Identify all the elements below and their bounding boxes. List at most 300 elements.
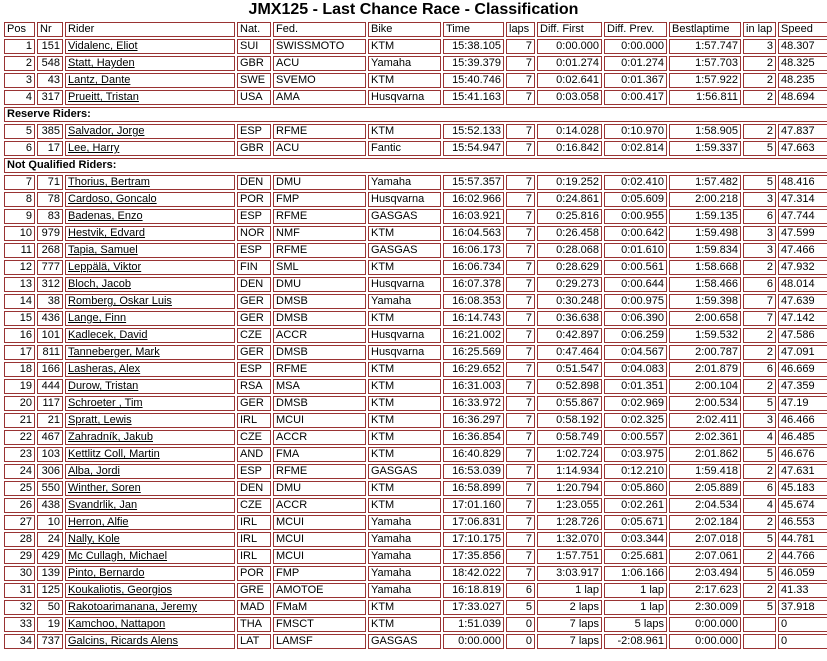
rider-name-link[interactable]: Lantz, Dante — [68, 74, 131, 86]
table-header — [4, 22, 827, 37]
cell-speed: 47.586 — [778, 328, 827, 343]
cell-diff-first: 7 laps — [537, 617, 602, 632]
cell-nr: 125 — [37, 583, 63, 598]
col-header-speed: Speed — [778, 22, 827, 37]
rider-name-link[interactable]: Salvador, Jorge — [68, 125, 145, 137]
cell-diff-prev: 0:10.970 — [604, 124, 667, 139]
cell-fed: SVEMO — [273, 73, 366, 88]
cell-nr: 10 — [37, 515, 63, 530]
cell-diff-prev: 0:03.344 — [604, 532, 667, 547]
cell-laps: 7 — [506, 141, 535, 156]
cell-speed: 47.19 — [778, 396, 827, 411]
cell-pos: 15 — [4, 311, 35, 326]
cell-speed: 37.918 — [778, 600, 827, 615]
cell-nat: ESP — [237, 243, 271, 258]
cell-rider — [65, 379, 235, 394]
cell-nr: 71 — [37, 175, 63, 190]
cell-diff-first: 2 laps — [537, 600, 602, 615]
rider-name-link[interactable]: Zahradník, Jakub — [68, 431, 153, 443]
cell-nr: 737 — [37, 634, 63, 649]
col-header-pos: Pos — [4, 22, 35, 37]
cell-rider — [65, 532, 235, 547]
cell-nr: 436 — [37, 311, 63, 326]
cell-nr: 979 — [37, 226, 63, 241]
cell-time: 16:58.899 — [443, 481, 504, 496]
cell-diff-prev: 0:00.955 — [604, 209, 667, 224]
cell-diff-first: 0:28.629 — [537, 260, 602, 275]
cell-diff-prev: 0:25.681 — [604, 549, 667, 564]
section-label: Not Qualified Riders: — [4, 158, 827, 173]
cell-fed: DMU — [273, 481, 366, 496]
cell-speed: 46.466 — [778, 413, 827, 428]
cell-time: 15:54.947 — [443, 141, 504, 156]
cell-in-lap: 5 — [743, 175, 776, 190]
cell-time: 17:35.856 — [443, 549, 504, 564]
cell-speed: 47.091 — [778, 345, 827, 360]
cell-time: 16:18.819 — [443, 583, 504, 598]
cell-diff-first: 1:32.070 — [537, 532, 602, 547]
cell-rider — [65, 175, 235, 190]
cell-nat: POR — [237, 192, 271, 207]
cell-rider — [65, 498, 235, 513]
cell-in-lap: 3 — [743, 192, 776, 207]
cell-speed: 44.781 — [778, 532, 827, 547]
rider-name-link[interactable]: Rakotoarimanana, Jeremy — [68, 601, 198, 613]
table-row — [4, 430, 827, 445]
cell-bike: KTM — [368, 379, 441, 394]
cell-bike: KTM — [368, 73, 441, 88]
col-header-diff-first: Diff. First — [537, 22, 602, 37]
cell-nat: THA — [237, 617, 271, 632]
cell-fed: FMA — [273, 447, 366, 462]
cell-nat: CZE — [237, 498, 271, 513]
cell-bestlaptime: 2:30.009 — [669, 600, 741, 615]
cell-bike: KTM — [368, 362, 441, 377]
cell-rider — [65, 481, 235, 496]
cell-pos: 22 — [4, 430, 35, 445]
cell-laps: 7 — [506, 362, 535, 377]
cell-diff-prev: 0:01.274 — [604, 56, 667, 71]
rider-name-link[interactable]: Tanneberger, Mark — [68, 346, 160, 358]
cell-diff-prev: 0:00.417 — [604, 90, 667, 105]
cell-diff-prev: 0:05.860 — [604, 481, 667, 496]
cell-nat: GRE — [237, 583, 271, 598]
cell-laps: 7 — [506, 73, 535, 88]
table-row — [4, 226, 827, 241]
col-header-bike: Bike — [368, 22, 441, 37]
rider-name-link[interactable]: Prueitt, Tristan — [68, 91, 139, 103]
cell-nr: 306 — [37, 464, 63, 479]
cell-laps: 7 — [506, 498, 535, 513]
cell-fed: ACCR — [273, 498, 366, 513]
cell-laps: 0 — [506, 617, 535, 632]
cell-bike: KTM — [368, 600, 441, 615]
cell-in-lap: 4 — [743, 430, 776, 445]
cell-in-lap: 6 — [743, 481, 776, 496]
rider-name-link[interactable]: Alba, Jordi — [68, 465, 120, 477]
cell-diff-first: 1:02.724 — [537, 447, 602, 462]
cell-fed: RFME — [273, 209, 366, 224]
table-row — [4, 481, 827, 496]
cell-bike: Yamaha — [368, 294, 441, 309]
cell-nr: 777 — [37, 260, 63, 275]
cell-nat: GER — [237, 294, 271, 309]
cell-speed: 47.314 — [778, 192, 827, 207]
cell-speed: 0 — [778, 634, 827, 649]
rider-name-link[interactable]: Galcins, Ricards Alens — [68, 635, 179, 647]
rider-name-link[interactable]: Nally, Kole — [68, 533, 120, 545]
cell-laps: 7 — [506, 175, 535, 190]
cell-laps: 7 — [506, 226, 535, 241]
col-header-laps: laps — [506, 22, 535, 37]
cell-diff-first: 0:14.028 — [537, 124, 602, 139]
cell-diff-first: 0:19.252 — [537, 175, 602, 190]
cell-nr: 24 — [37, 532, 63, 547]
cell-bestlaptime: 2:03.494 — [669, 566, 741, 581]
cell-fed: DMU — [273, 175, 366, 190]
cell-time: 16:03.921 — [443, 209, 504, 224]
table-row — [4, 498, 827, 513]
cell-speed: 46.669 — [778, 362, 827, 377]
cell-in-lap: 7 — [743, 294, 776, 309]
cell-bike: KTM — [368, 498, 441, 513]
cell-in-lap: 6 — [743, 362, 776, 377]
cell-rider — [65, 226, 235, 241]
cell-nat: GER — [237, 345, 271, 360]
cell-nat: IRL — [237, 413, 271, 428]
cell-pos: 2 — [4, 56, 35, 71]
cell-nr: 21 — [37, 413, 63, 428]
cell-bike: KTM — [368, 124, 441, 139]
cell-time: 15:38.105 — [443, 39, 504, 54]
cell-laps: 6 — [506, 583, 535, 598]
cell-time: 16:14.743 — [443, 311, 504, 326]
cell-time: 16:25.569 — [443, 345, 504, 360]
cell-bestlaptime: 2:00.218 — [669, 192, 741, 207]
cell-nr: 312 — [37, 277, 63, 292]
cell-in-lap: 3 — [743, 243, 776, 258]
rider-name-link[interactable]: Herron, Alfie — [68, 516, 129, 528]
cell-speed: 41.33 — [778, 583, 827, 598]
cell-in-lap: 5 — [743, 600, 776, 615]
cell-laps: 7 — [506, 243, 535, 258]
cell-fed: RFME — [273, 124, 366, 139]
cell-nat: MAD — [237, 600, 271, 615]
cell-diff-prev: 0:12.210 — [604, 464, 667, 479]
cell-speed: 47.599 — [778, 226, 827, 241]
cell-diff-first: 0:25.816 — [537, 209, 602, 224]
cell-fed: RFME — [273, 243, 366, 258]
cell-time: 16:29.652 — [443, 362, 504, 377]
cell-time: 16:02.966 — [443, 192, 504, 207]
table-row — [4, 311, 827, 326]
cell-nr: 438 — [37, 498, 63, 513]
cell-nr: 139 — [37, 566, 63, 581]
table-row — [4, 362, 827, 377]
table-row — [4, 73, 827, 88]
cell-pos: 21 — [4, 413, 35, 428]
cell-pos: 17 — [4, 345, 35, 360]
table-row — [4, 260, 827, 275]
cell-time: 16:31.003 — [443, 379, 504, 394]
rider-name-link[interactable]: Cardoso, Goncalo — [68, 193, 157, 205]
rider-name-link[interactable]: Romberg, Oskar Luis — [68, 295, 172, 307]
table-row — [4, 192, 827, 207]
col-header-fed: Fed. — [273, 22, 366, 37]
rider-name-link[interactable]: Kettlitz Coll, Martin — [68, 448, 160, 460]
cell-bestlaptime: 1:57.703 — [669, 56, 741, 71]
cell-nr: 78 — [37, 192, 63, 207]
cell-laps: 7 — [506, 209, 535, 224]
cell-speed: 47.639 — [778, 294, 827, 309]
cell-nr: 166 — [37, 362, 63, 377]
table-row — [4, 532, 827, 547]
col-header-bestlaptime: Bestlaptime — [669, 22, 741, 37]
cell-rider — [65, 413, 235, 428]
cell-diff-first: 1:57.751 — [537, 549, 602, 564]
cell-rider — [65, 362, 235, 377]
cell-laps: 5 — [506, 600, 535, 615]
cell-nr: 117 — [37, 396, 63, 411]
cell-pos: 30 — [4, 566, 35, 581]
cell-rider — [65, 600, 235, 615]
cell-nat: ESP — [237, 209, 271, 224]
cell-pos: 33 — [4, 617, 35, 632]
cell-bestlaptime: 2:00.787 — [669, 345, 741, 360]
cell-nr: 43 — [37, 73, 63, 88]
cell-nat: GBR — [237, 141, 271, 156]
cell-rider — [65, 566, 235, 581]
cell-laps: 7 — [506, 481, 535, 496]
cell-bike: Yamaha — [368, 515, 441, 530]
table-row — [4, 583, 827, 598]
cell-diff-prev: -2:08.961 — [604, 634, 667, 649]
rider-name-link[interactable]: Kamchoo, Nattapon — [68, 618, 166, 630]
cell-in-lap: 2 — [743, 73, 776, 88]
cell-fed: DMSB — [273, 311, 366, 326]
cell-fed: FMP — [273, 192, 366, 207]
cell-pos: 7 — [4, 175, 35, 190]
rider-name-link[interactable]: Koukaliotis, Georgios — [68, 584, 172, 596]
cell-fed: ACU — [273, 56, 366, 71]
cell-time: 16:06.734 — [443, 260, 504, 275]
cell-rider — [65, 430, 235, 445]
cell-in-lap: 3 — [743, 413, 776, 428]
cell-diff-first: 0:28.068 — [537, 243, 602, 258]
cell-nat: ESP — [237, 124, 271, 139]
section-row — [4, 158, 827, 173]
cell-bestlaptime: 0:00.000 — [669, 617, 741, 632]
cell-nat: LAT — [237, 634, 271, 649]
cell-nat: POR — [237, 566, 271, 581]
cell-bike: GASGAS — [368, 243, 441, 258]
cell-bike: KTM — [368, 481, 441, 496]
cell-pos: 25 — [4, 481, 35, 496]
cell-time: 0:00.000 — [443, 634, 504, 649]
cell-laps: 7 — [506, 39, 535, 54]
cell-speed: 47.466 — [778, 243, 827, 258]
cell-fed: RFME — [273, 362, 366, 377]
cell-fed: ACCR — [273, 328, 366, 343]
cell-speed: 45.183 — [778, 481, 827, 496]
rider-name-link[interactable]: Kadlecek, David — [68, 329, 148, 341]
cell-fed: FMSCT — [273, 617, 366, 632]
cell-bike: Husqvarna — [368, 192, 441, 207]
cell-rider — [65, 73, 235, 88]
cell-diff-prev: 0:02.410 — [604, 175, 667, 190]
rider-name-link[interactable]: Mc Cullagh, Michael — [68, 550, 168, 562]
cell-rider — [65, 90, 235, 105]
cell-bike: KTM — [368, 430, 441, 445]
table-row — [4, 600, 827, 615]
cell-in-lap: 2 — [743, 260, 776, 275]
cell-fed: SML — [273, 260, 366, 275]
rider-name-link[interactable]: Pinto, Bernardo — [68, 567, 145, 579]
cell-diff-first: 0:24.861 — [537, 192, 602, 207]
cell-diff-prev: 0:02.969 — [604, 396, 667, 411]
rider-name-link[interactable]: Statt, Hayden — [68, 57, 135, 69]
table-row — [4, 634, 827, 649]
cell-laps: 0 — [506, 634, 535, 649]
cell-bestlaptime: 1:59.398 — [669, 294, 741, 309]
cell-bestlaptime: 1:57.922 — [669, 73, 741, 88]
cell-fed: DMU — [273, 277, 366, 292]
rider-name-link[interactable]: Schroeter , Tim — [68, 397, 143, 409]
cell-diff-first: 1:23.055 — [537, 498, 602, 513]
col-header-nr: Nr — [37, 22, 63, 37]
cell-bike: Husqvarna — [368, 90, 441, 105]
cell-fed: ACU — [273, 141, 366, 156]
cell-nat: RSA — [237, 379, 271, 394]
cell-fed: MSA — [273, 379, 366, 394]
cell-diff-first: 0:42.897 — [537, 328, 602, 343]
cell-nr: 317 — [37, 90, 63, 105]
rider-name-link[interactable]: Tapia, Samuel — [68, 244, 138, 256]
cell-bike: Yamaha — [368, 549, 441, 564]
cell-nr: 103 — [37, 447, 63, 462]
rider-name-link[interactable]: Lange, Finn — [68, 312, 127, 324]
section-label: Reserve Riders: — [4, 107, 827, 122]
cell-bestlaptime: 1:56.811 — [669, 90, 741, 105]
cell-rider — [65, 396, 235, 411]
cell-laps: 7 — [506, 294, 535, 309]
rider-name-link[interactable]: Leppälä, Viktor — [68, 261, 142, 273]
cell-laps: 7 — [506, 277, 535, 292]
classification-table — [2, 20, 827, 651]
cell-nr: 17 — [37, 141, 63, 156]
cell-laps: 7 — [506, 464, 535, 479]
table-row — [4, 209, 827, 224]
cell-pos: 31 — [4, 583, 35, 598]
cell-bike: KTM — [368, 226, 441, 241]
cell-time: 16:06.173 — [443, 243, 504, 258]
cell-diff-first: 1:14.934 — [537, 464, 602, 479]
cell-speed: 47.744 — [778, 209, 827, 224]
cell-fed: NMF — [273, 226, 366, 241]
cell-diff-prev: 0:06.390 — [604, 311, 667, 326]
rider-name-link[interactable]: Hestvik, Edvard — [68, 227, 146, 239]
cell-time: 16:36.297 — [443, 413, 504, 428]
cell-time: 16:04.563 — [443, 226, 504, 241]
cell-diff-prev: 0:04.567 — [604, 345, 667, 360]
rider-name-link[interactable]: Svandrlik, Jan — [68, 499, 138, 511]
cell-speed: 46.485 — [778, 430, 827, 445]
cell-in-lap: 3 — [743, 39, 776, 54]
cell-diff-first: 1:20.794 — [537, 481, 602, 496]
cell-fed: MCUI — [273, 549, 366, 564]
cell-time: 15:40.746 — [443, 73, 504, 88]
rider-name-link[interactable]: Spratt, Lewis — [68, 414, 132, 426]
cell-rider — [65, 294, 235, 309]
cell-time: 16:40.829 — [443, 447, 504, 462]
cell-diff-first: 0:47.464 — [537, 345, 602, 360]
rider-name-link[interactable]: Thorius, Bertram — [68, 176, 150, 188]
rider-name-link[interactable]: Badenas, Enzo — [68, 210, 143, 222]
cell-laps: 7 — [506, 56, 535, 71]
rider-name-link[interactable]: Bloch, Jacob — [68, 278, 131, 290]
rider-name-link[interactable]: Vidalenc, Eliot — [68, 40, 138, 52]
cell-in-lap: 5 — [743, 396, 776, 411]
cell-diff-prev: 0:02.325 — [604, 413, 667, 428]
cell-nr: 467 — [37, 430, 63, 445]
cell-pos: 8 — [4, 192, 35, 207]
cell-diff-first: 0:26.458 — [537, 226, 602, 241]
cell-nr: 101 — [37, 328, 63, 343]
cell-nr: 19 — [37, 617, 63, 632]
cell-nat: ESP — [237, 464, 271, 479]
cell-rider — [65, 447, 235, 462]
cell-in-lap: 6 — [743, 277, 776, 292]
cell-time: 16:36.854 — [443, 430, 504, 445]
cell-diff-first: 0:16.842 — [537, 141, 602, 156]
cell-laps: 7 — [506, 379, 535, 394]
col-header-time: Time — [443, 22, 504, 37]
cell-in-lap: 4 — [743, 498, 776, 513]
rider-name-link[interactable]: Lee, Harry — [68, 142, 120, 154]
cell-diff-prev: 0:01.351 — [604, 379, 667, 394]
cell-nat: IRL — [237, 532, 271, 547]
cell-rider — [65, 39, 235, 54]
rider-name-link[interactable]: Winther, Soren — [68, 482, 141, 494]
cell-fed: LAMSF — [273, 634, 366, 649]
cell-nat: AND — [237, 447, 271, 462]
cell-diff-prev: 0:03.975 — [604, 447, 667, 462]
cell-time: 16:53.039 — [443, 464, 504, 479]
cell-speed: 47.631 — [778, 464, 827, 479]
cell-in-lap: 2 — [743, 549, 776, 564]
rider-name-link[interactable]: Durow, Tristan — [68, 380, 139, 392]
cell-rider — [65, 243, 235, 258]
rider-name-link[interactable]: Lasheras, Alex — [68, 363, 141, 375]
cell-fed: FMaM — [273, 600, 366, 615]
cell-pos: 23 — [4, 447, 35, 462]
cell-bestlaptime: 2:04.534 — [669, 498, 741, 513]
cell-bestlaptime: 1:59.135 — [669, 209, 741, 224]
cell-laps: 7 — [506, 192, 535, 207]
cell-in-lap: 7 — [743, 311, 776, 326]
cell-rider — [65, 549, 235, 564]
cell-pos: 1 — [4, 39, 35, 54]
cell-bestlaptime: 1:59.532 — [669, 328, 741, 343]
cell-rider — [65, 192, 235, 207]
cell-nat: DEN — [237, 481, 271, 496]
cell-in-lap: 5 — [743, 141, 776, 156]
cell-bike: Yamaha — [368, 175, 441, 190]
cell-diff-prev: 0:00.000 — [604, 39, 667, 54]
cell-laps: 7 — [506, 260, 535, 275]
cell-fed: DMSB — [273, 396, 366, 411]
cell-nat: DEN — [237, 175, 271, 190]
